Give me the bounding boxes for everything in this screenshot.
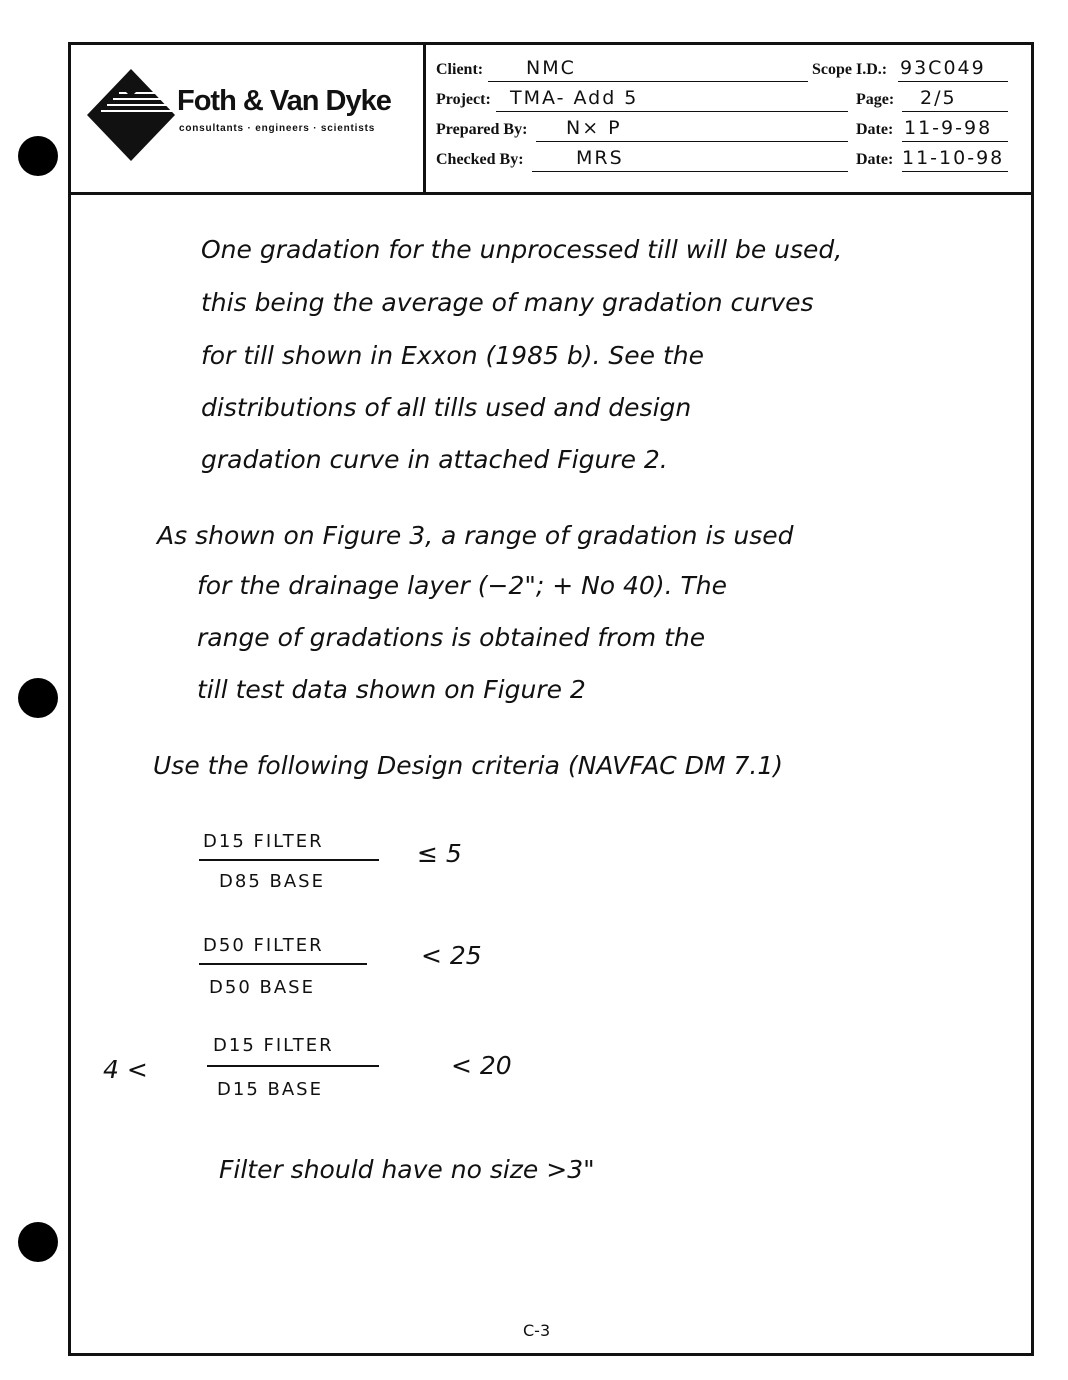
project-row — [436, 87, 1026, 115]
date-prepared-label: Date: — [856, 121, 894, 138]
criterion-1-relation: ≤ 5 — [417, 839, 462, 868]
filter-size-note: Filter should have no size >3" — [219, 1155, 595, 1184]
date-prepared-value: 11-9-98 — [904, 117, 993, 139]
criterion-2-fraction-bar — [199, 963, 367, 965]
date-checked-value: 11-10-98 — [902, 147, 1005, 169]
criterion-2-denominator: D50 BASE — [209, 977, 315, 998]
paragraph-1-line-1: One gradation for the unprocessed till will be used, — [201, 235, 843, 264]
checked-value: MRS — [576, 147, 624, 169]
paragraph-2-line-1: As shown on Figure 3, a range of gradation is used — [157, 521, 794, 550]
paragraph-1-line-3: for till shown in Exxon (1985 b). See the — [201, 341, 704, 370]
client-underline — [488, 81, 808, 82]
paragraph-1-line-2: this being the average of many gradation curves — [201, 288, 814, 317]
scope-label: Scope I.D.: — [812, 61, 888, 78]
criterion-3-relation: < 20 — [451, 1051, 512, 1080]
client-value: NMC — [526, 57, 576, 79]
paragraph-1-line-4: distributions of all tills used and design — [201, 393, 692, 422]
date-checked-underline — [902, 171, 1008, 172]
criterion-1-numerator: D15 FILTER — [203, 831, 324, 852]
diamond-logo-icon — [85, 67, 177, 163]
scope-value: 93C049 — [900, 57, 986, 79]
page-code: C-3 — [523, 1321, 551, 1340]
paragraph-2-line-2: for the drainage layer (−2"; + No 40). The — [197, 571, 728, 600]
paragraph-2-line-4: till test data shown on Figure 2 — [197, 675, 586, 704]
company-tagline: consultants · engineers · scientists — [179, 123, 376, 134]
binder-hole-bottom — [18, 1222, 58, 1262]
page-label: Page: — [856, 91, 895, 108]
checked-underline — [532, 171, 848, 172]
prepared-row — [436, 117, 1026, 145]
binder-hole-top — [18, 136, 58, 176]
scope-underline — [898, 81, 1008, 82]
client-row — [436, 57, 1026, 85]
company-logo-block — [71, 45, 426, 192]
criteria-intro: Use the following Design criteria (NAVFAC DM 7.1) — [153, 751, 783, 780]
date-checked-label: Date: — [856, 151, 894, 168]
prepared-value: N× P — [566, 117, 622, 139]
binder-hole-middle — [18, 678, 58, 718]
prepared-underline — [536, 141, 848, 142]
criterion-1-denominator: D85 BASE — [219, 871, 325, 892]
checked-label: Checked By: — [436, 151, 524, 168]
client-label: Client: — [436, 61, 484, 78]
criterion-2-numerator: D50 FILTER — [203, 935, 324, 956]
page-underline — [902, 111, 1008, 112]
project-label: Project: — [436, 91, 491, 108]
project-value: TMA- Add 5 — [510, 87, 639, 109]
date-prepared-underline — [902, 141, 1008, 142]
paragraph-1-line-5: gradation curve in attached Figure 2. — [201, 445, 668, 474]
prepared-label: Prepared By: — [436, 121, 528, 138]
criterion-2-relation: < 25 — [421, 941, 482, 970]
calculation-sheet — [68, 42, 1034, 1356]
checked-row — [436, 147, 1026, 175]
criterion-1-fraction-bar — [199, 859, 379, 861]
company-name: Foth & Van Dyke — [177, 85, 391, 117]
project-underline — [496, 111, 848, 112]
criterion-3-prefix: 4 < — [103, 1055, 148, 1084]
criterion-3-fraction-bar — [207, 1065, 379, 1067]
page-value: 2/5 — [920, 87, 957, 109]
criterion-3-numerator: D15 FILTER — [213, 1035, 334, 1056]
title-block — [71, 45, 1031, 195]
paragraph-2-line-3: range of gradations is obtained from the — [197, 623, 706, 652]
criterion-3-denominator: D15 BASE — [217, 1079, 323, 1100]
